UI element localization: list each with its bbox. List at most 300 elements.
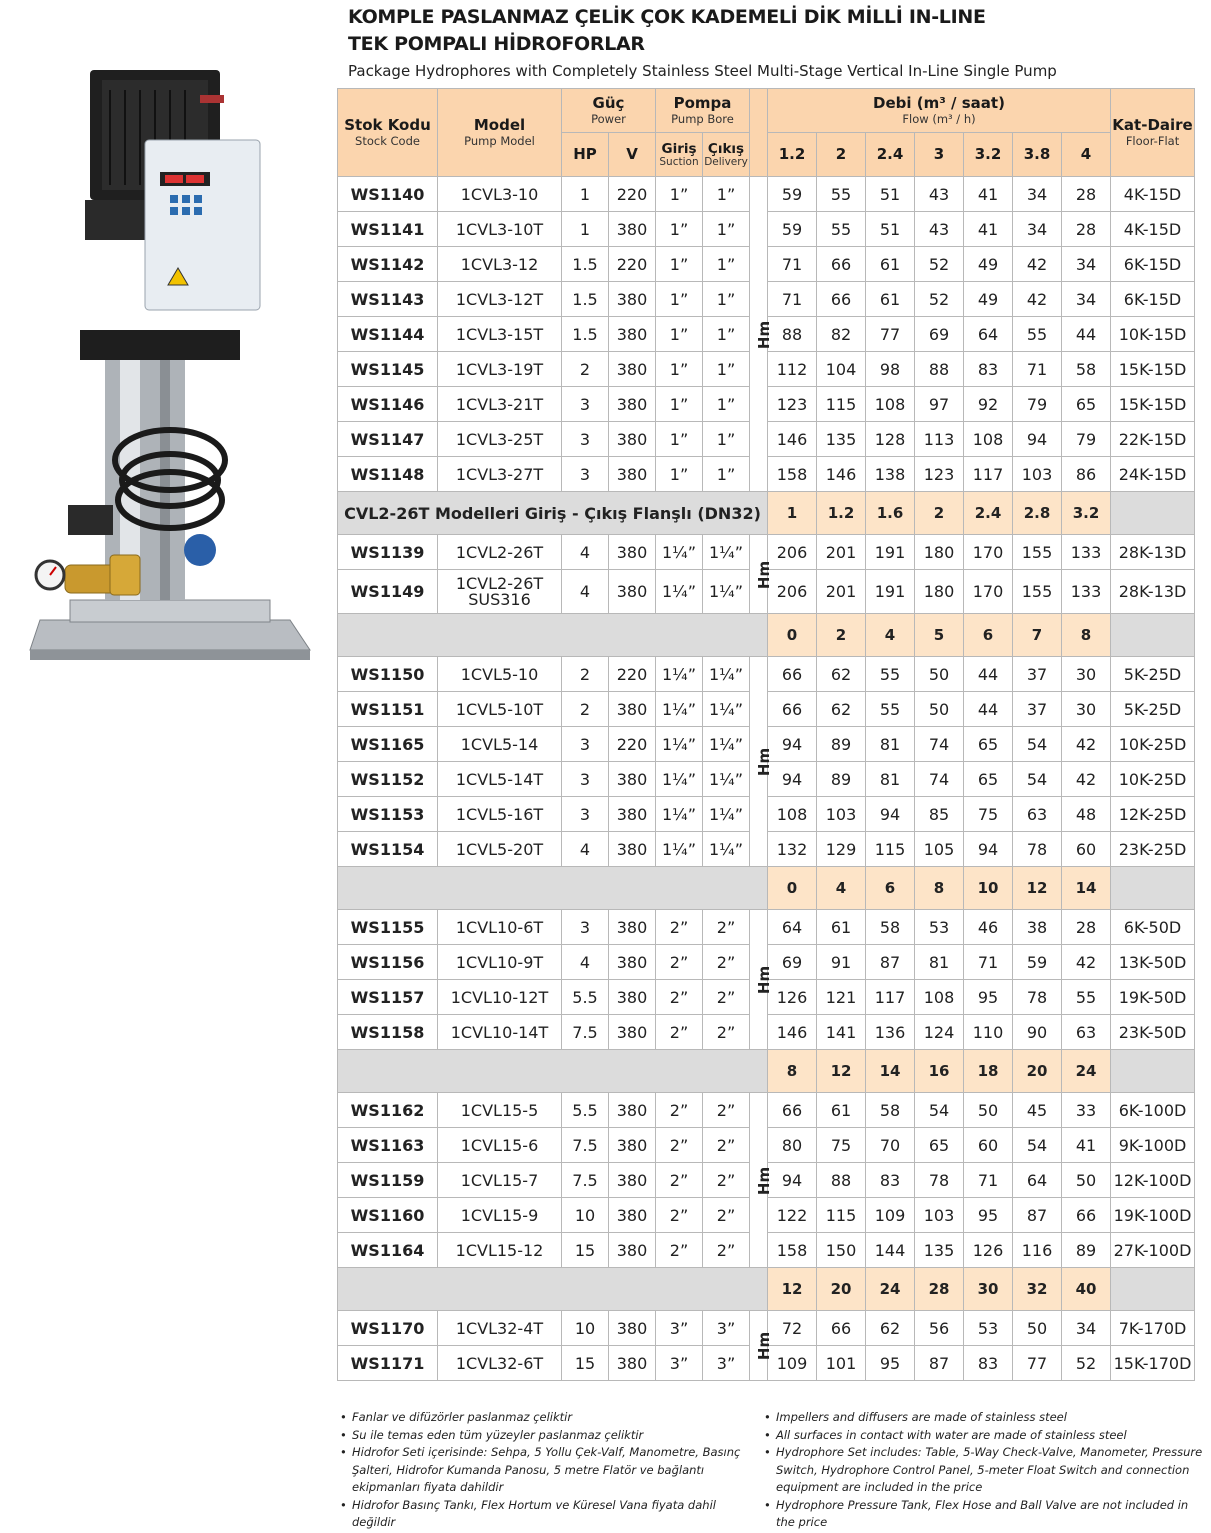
head-value-cell: 146 [768,1015,817,1050]
table-row [338,910,1195,945]
hp-cell: 5.5 [562,1093,609,1128]
model-cell: 1CVL3-27T [438,457,562,492]
head-value-cell: 69 [768,945,817,980]
head-value-cell: 83 [964,1346,1013,1381]
flow-value-cell: 8 [915,867,964,910]
head-value-cell: 108 [964,422,1013,457]
head-value-cell: 74 [915,762,964,797]
title-english: Package Hydrophores with Completely Stainless Steel Multi-Stage Vertical In-Line Single Pump [348,62,1057,80]
hm-label: Hm [755,747,774,777]
flow-value-cell: 4 [817,867,866,910]
table-row [338,1093,1195,1128]
floor-flat-cell: 4K-15D [1111,177,1195,212]
hp-cell: 5.5 [562,980,609,1015]
model-cell: 1CVL15-7 [438,1163,562,1198]
head-value-cell: 74 [915,727,964,762]
stock-code-cell: WS1164 [338,1233,438,1268]
head-value-cell: 81 [866,762,915,797]
head-value-cell: 34 [1062,282,1111,317]
flow-header-cell: 1.2 [768,133,817,177]
stock-code-cell: WS1149 [338,570,438,614]
head-value-cell: 90 [1013,1015,1062,1050]
head-value-cell: 48 [1062,797,1111,832]
head-value-cell: 191 [866,535,915,570]
note-item: • Su ile temas eden tüm yüzeyler paslanmaz çeliktir [340,1427,750,1445]
hp-cell: 15 [562,1233,609,1268]
floor-flat-cell: 24K-15D [1111,457,1195,492]
head-value-cell: 62 [866,1311,915,1346]
head-value-cell: 88 [817,1163,866,1198]
delivery-cell: 1” [703,212,750,247]
flow-value-cell: 40 [1062,1268,1111,1311]
delivery-cell: 2” [703,1128,750,1163]
head-value-cell: 59 [1013,945,1062,980]
flow-value-cell: 24 [1062,1050,1111,1093]
suction-cell: 1¼” [656,832,703,867]
header-power: Güç Power [562,89,656,133]
head-value-cell: 201 [817,535,866,570]
head-value-cell: 75 [817,1128,866,1163]
model-cell: 1CVL10-9T [438,945,562,980]
head-value-cell: 49 [964,247,1013,282]
suction-cell: 1” [656,212,703,247]
delivery-cell: 1” [703,247,750,282]
head-value-cell: 50 [964,1093,1013,1128]
flow-value-cell: 16 [915,1050,964,1093]
head-value-cell: 150 [817,1233,866,1268]
head-value-cell: 28 [1062,177,1111,212]
voltage-cell: 380 [609,832,656,867]
head-value-cell: 180 [915,535,964,570]
head-value-cell: 77 [866,317,915,352]
suction-cell: 1¼” [656,570,703,614]
head-value-cell: 52 [915,247,964,282]
model-name: 1CVL2-26T [455,573,544,593]
head-value-cell: 55 [817,212,866,247]
head-value-cell: 81 [866,727,915,762]
head-value-cell: 78 [1013,832,1062,867]
head-value-cell: 158 [768,457,817,492]
stock-code-cell: WS1156 [338,945,438,980]
head-value-cell: 129 [817,832,866,867]
floor-flat-cell: 10K-15D [1111,317,1195,352]
delivery-cell: 3” [703,1311,750,1346]
head-value-cell: 117 [866,980,915,1015]
head-value-cell: 136 [866,1015,915,1050]
head-value-cell: 64 [768,910,817,945]
head-value-cell: 41 [1062,1128,1111,1163]
delivery-cell: 1¼” [703,797,750,832]
head-value-cell: 62 [817,657,866,692]
flow-value-cell: 1.6 [866,492,915,535]
head-value-cell: 65 [964,762,1013,797]
head-value-cell: 66 [817,1311,866,1346]
head-value-cell: 206 [768,535,817,570]
model-cell: 1CVL3-10T [438,212,562,247]
group-label [338,1050,768,1093]
head-value-cell: 42 [1013,282,1062,317]
suction-cell: 1” [656,457,703,492]
head-value-cell: 37 [1013,657,1062,692]
flow-header-cell: 2 [817,133,866,177]
stock-code-cell: WS1150 [338,657,438,692]
head-value-cell: 72 [768,1311,817,1346]
head-value-cell: 124 [915,1015,964,1050]
suction-cell: 2” [656,980,703,1015]
head-value-cell: 77 [1013,1346,1062,1381]
head-value-cell: 83 [866,1163,915,1198]
voltage-cell: 380 [609,945,656,980]
head-value-cell: 123 [915,457,964,492]
floor-flat-cell: 6K-15D [1111,247,1195,282]
delivery-cell: 2” [703,1163,750,1198]
head-value-cell: 108 [768,797,817,832]
model-cell: 1CVL2-26T [438,535,562,570]
delivery-cell: 2” [703,1233,750,1268]
flow-value-cell: 0 [768,614,817,657]
head-value-cell: 53 [964,1311,1013,1346]
stock-code-cell: WS1142 [338,247,438,282]
model-cell: 1CVL5-16T [438,797,562,832]
head-value-cell: 70 [866,1128,915,1163]
head-value-cell: 44 [1062,317,1111,352]
head-value-cell: 91 [817,945,866,980]
suction-cell: 1” [656,282,703,317]
head-value-cell: 133 [1062,570,1111,614]
floor-flat-cell: 19K-50D [1111,980,1195,1015]
head-value-cell: 55 [1013,317,1062,352]
stock-code-cell: WS1162 [338,1093,438,1128]
head-value-cell: 58 [866,1093,915,1128]
head-value-cell: 94 [768,727,817,762]
flow-value-cell: 10 [964,867,1013,910]
flow-value-cell: 2 [915,492,964,535]
head-value-cell: 55 [866,692,915,727]
head-value-cell: 109 [866,1198,915,1233]
delivery-cell: 2” [703,1198,750,1233]
head-value-cell: 43 [915,212,964,247]
head-value-cell: 115 [866,832,915,867]
suction-cell: 2” [656,1015,703,1050]
delivery-cell: 1” [703,352,750,387]
model-cell: 1CVL15-12 [438,1233,562,1268]
flow-value-cell: 20 [1013,1050,1062,1093]
hp-cell: 1.5 [562,247,609,282]
flow-header-cell: 3 [915,133,964,177]
suction-cell: 1¼” [656,692,703,727]
hp-cell: 1.5 [562,282,609,317]
head-value-cell: 66 [768,657,817,692]
hp-cell: 7.5 [562,1163,609,1198]
flow-value-cell: 1 [768,492,817,535]
table-row [338,535,1195,570]
head-value-cell: 132 [768,832,817,867]
stock-code-cell: WS1157 [338,980,438,1015]
head-value-cell: 86 [1062,457,1111,492]
flow-value-cell: 14 [1062,867,1111,910]
head-value-cell: 89 [817,727,866,762]
head-value-cell: 49 [964,282,1013,317]
model-cell: 1CVL15-9 [438,1198,562,1233]
head-value-cell: 155 [1013,570,1062,614]
floor-flat-cell: 19K-100D [1111,1198,1195,1233]
flow-value-cell: 28 [915,1268,964,1311]
head-value-cell: 78 [915,1163,964,1198]
suction-cell: 1¼” [656,727,703,762]
hp-cell: 4 [562,832,609,867]
head-value-cell: 52 [915,282,964,317]
head-value-cell: 61 [817,1093,866,1128]
product-image [10,60,320,680]
head-value-cell: 71 [768,282,817,317]
header-suction: Giriş Suction [656,133,703,177]
head-value-cell: 55 [866,657,915,692]
delivery-cell: 1¼” [703,762,750,797]
group-label [338,614,768,657]
stock-code-cell: WS1171 [338,1346,438,1381]
floor-flat-cell: 13K-50D [1111,945,1195,980]
model-cell: 1CVL5-20T [438,832,562,867]
head-value-cell: 30 [1062,657,1111,692]
head-value-cell: 105 [915,832,964,867]
head-value-cell: 135 [915,1233,964,1268]
head-value-cell: 65 [1062,387,1111,422]
head-value-cell: 58 [866,910,915,945]
model-cell: 1CVL5-14T [438,762,562,797]
stock-code-cell: WS1151 [338,692,438,727]
head-value-cell: 42 [1062,762,1111,797]
head-value-cell: 33 [1062,1093,1111,1128]
voltage-cell: 220 [609,247,656,282]
head-value-cell: 109 [768,1346,817,1381]
head-value-cell: 97 [915,387,964,422]
model-cell: 1CVL15-5 [438,1093,562,1128]
hm-label-cell [750,1311,774,1381]
head-value-cell: 115 [817,1198,866,1233]
head-value-cell: 55 [817,177,866,212]
head-value-cell: 155 [1013,535,1062,570]
floor-flat-cell: 12K-100D [1111,1163,1195,1198]
head-value-cell: 59 [768,177,817,212]
head-value-cell: 180 [915,570,964,614]
head-value-cell: 117 [964,457,1013,492]
note-item: • Hydrophore Pressure Tank, Flex Hose and Ball Valve are not included in the price [764,1497,1204,1532]
flow-value-cell: 12 [817,1050,866,1093]
note-item: • Fanlar ve difüzörler paslanmaz çeliktir [340,1409,750,1427]
header-pump-bore: Pompa Pump Bore [656,89,750,133]
head-value-cell: 110 [964,1015,1013,1050]
head-value-cell: 69 [915,317,964,352]
suction-cell: 1” [656,352,703,387]
hp-cell: 15 [562,1346,609,1381]
hp-cell: 3 [562,910,609,945]
head-value-cell: 123 [768,387,817,422]
head-value-cell: 71 [768,247,817,282]
head-value-cell: 62 [817,692,866,727]
floor-flat-cell: 9K-100D [1111,1128,1195,1163]
head-value-cell: 88 [915,352,964,387]
voltage-cell: 380 [609,1311,656,1346]
group-separator-row [338,614,1195,657]
stock-code-cell: WS1152 [338,762,438,797]
hp-cell: 1 [562,177,609,212]
voltage-cell: 380 [609,1093,656,1128]
floor-flat-cell: 5K-25D [1111,657,1195,692]
head-value-cell: 206 [768,570,817,614]
hp-cell: 1 [562,212,609,247]
flow-header-cell: 4 [1062,133,1111,177]
floor-flat-cell: 23K-50D [1111,1015,1195,1050]
voltage-cell: 380 [609,570,656,614]
stock-code-cell: WS1144 [338,317,438,352]
head-value-cell: 52 [1062,1346,1111,1381]
delivery-cell: 1” [703,457,750,492]
note-item: • Hydrophore Set includes: Table, 5-Way Check-Valve, Manometer, Pressure Switch, Hydrophore Control Panel, 5-meter Float Switch and connection equipment are included in the price [764,1444,1204,1497]
flow-value-cell: 7 [1013,614,1062,657]
hm-label: Hm [755,1331,774,1361]
voltage-cell: 380 [609,282,656,317]
delivery-cell: 1” [703,387,750,422]
header-delivery: Çıkış Delivery [703,133,750,177]
hp-cell: 10 [562,1198,609,1233]
head-value-cell: 82 [817,317,866,352]
suction-cell: 1” [656,247,703,282]
model-cell: 1CVL3-21T [438,387,562,422]
voltage-cell: 380 [609,797,656,832]
head-value-cell: 61 [866,282,915,317]
suction-cell: 1” [656,387,703,422]
title-turkish-line2: TEK POMPALI HİDROFORLAR [348,33,645,55]
head-value-cell: 103 [1013,457,1062,492]
delivery-cell: 1¼” [703,657,750,692]
group-separator-row [338,492,1195,535]
delivery-cell: 1¼” [703,535,750,570]
stock-code-cell: WS1154 [338,832,438,867]
voltage-cell: 380 [609,422,656,457]
flow-value-cell: 20 [817,1268,866,1311]
header-hm-spacer [750,89,768,177]
head-value-cell: 141 [817,1015,866,1050]
head-value-cell: 50 [1062,1163,1111,1198]
delivery-cell: 2” [703,945,750,980]
head-value-cell: 60 [1062,832,1111,867]
head-value-cell: 135 [817,422,866,457]
head-value-cell: 79 [1013,387,1062,422]
floor-flat-cell: 28K-13D [1111,535,1195,570]
suction-cell: 2” [656,1128,703,1163]
suction-cell: 2” [656,910,703,945]
group-label [338,867,768,910]
floor-flat-cell: 5K-25D [1111,692,1195,727]
suction-cell: 1” [656,317,703,352]
floor-flat-cell: 6K-100D [1111,1093,1195,1128]
delivery-cell: 2” [703,910,750,945]
head-value-cell: 108 [866,387,915,422]
head-value-cell: 79 [1062,422,1111,457]
table-row [338,177,1195,212]
head-value-cell: 53 [915,910,964,945]
table-row [338,657,1195,692]
head-value-cell: 95 [964,980,1013,1015]
floor-flat-cell: 7K-170D [1111,1311,1195,1346]
voltage-cell: 380 [609,980,656,1015]
note-item: • Hidrofor Seti içerisinde: Sehpa, 5 Yollu Çek-Valf, Manometre, Basınç Şalteri, Hidrofor Kumanda Panosu, 5 metre Flatör ve bağlantı ekipmanları fiyata dahildir [340,1444,750,1497]
head-value-cell: 60 [964,1128,1013,1163]
floor-flat-cell: 22K-15D [1111,422,1195,457]
delivery-cell: 1” [703,317,750,352]
group-separator-row [338,867,1195,910]
delivery-cell: 1” [703,177,750,212]
head-value-cell: 34 [1062,1311,1111,1346]
flow-value-cell: 3.2 [1062,492,1111,535]
note-item: • All surfaces in contact with water are made of stainless steel [764,1427,1204,1445]
head-value-cell: 30 [1062,692,1111,727]
flow-header-cell: 3.8 [1013,133,1062,177]
model-cell: 1CVL5-10 [438,657,562,692]
voltage-cell: 380 [609,317,656,352]
flow-value-cell: 8 [768,1050,817,1093]
note-item: • Impellers and diffusers are made of stainless steel [764,1409,1204,1427]
model-cell: 1CVL3-15T [438,317,562,352]
head-value-cell: 66 [768,1093,817,1128]
head-value-cell: 55 [1062,980,1111,1015]
head-value-cell: 43 [915,177,964,212]
delivery-cell: 3” [703,1346,750,1381]
table-body [338,177,1195,1381]
head-value-cell: 66 [1062,1198,1111,1233]
head-value-cell: 50 [1013,1311,1062,1346]
head-value-cell: 122 [768,1198,817,1233]
suction-cell: 2” [656,1198,703,1233]
head-value-cell: 108 [915,980,964,1015]
hp-cell: 2 [562,352,609,387]
floor-flat-cell: 10K-25D [1111,762,1195,797]
flow-value-cell: 5 [915,614,964,657]
head-value-cell: 50 [915,692,964,727]
floor-flat-cell: 15K-170D [1111,1346,1195,1381]
head-value-cell: 144 [866,1233,915,1268]
hp-cell: 2 [562,657,609,692]
hm-label-cell [750,1093,774,1268]
head-value-cell: 92 [964,387,1013,422]
delivery-cell: 1” [703,282,750,317]
model-cell: 1CVL5-14 [438,727,562,762]
head-value-cell: 44 [964,657,1013,692]
model-cell: 1CVL5-10T [438,692,562,727]
delivery-cell: 2” [703,980,750,1015]
suction-cell: 2” [656,1163,703,1198]
head-value-cell: 75 [964,797,1013,832]
model-cell: 1CVL10-14T [438,1015,562,1050]
head-value-cell: 42 [1062,727,1111,762]
separator-empty-cell [1111,614,1195,657]
voltage-cell: 220 [609,657,656,692]
voltage-cell: 380 [609,762,656,797]
title-turkish-line1: KOMPLE PASLANMAZ ÇELİK ÇOK KADEMELİ DİK MİLLİ IN-LINE [348,6,986,28]
head-value-cell: 50 [915,657,964,692]
head-value-cell: 98 [866,352,915,387]
stock-code-cell: WS1160 [338,1198,438,1233]
stock-code-cell: WS1139 [338,535,438,570]
stock-code-cell: WS1147 [338,422,438,457]
head-value-cell: 94 [1013,422,1062,457]
head-value-cell: 71 [1013,352,1062,387]
hp-cell: 4 [562,570,609,614]
head-value-cell: 146 [768,422,817,457]
hm-label-cell [750,535,774,614]
model-cell: 1CVL10-12T [438,980,562,1015]
hm-label: Hm [755,560,774,589]
